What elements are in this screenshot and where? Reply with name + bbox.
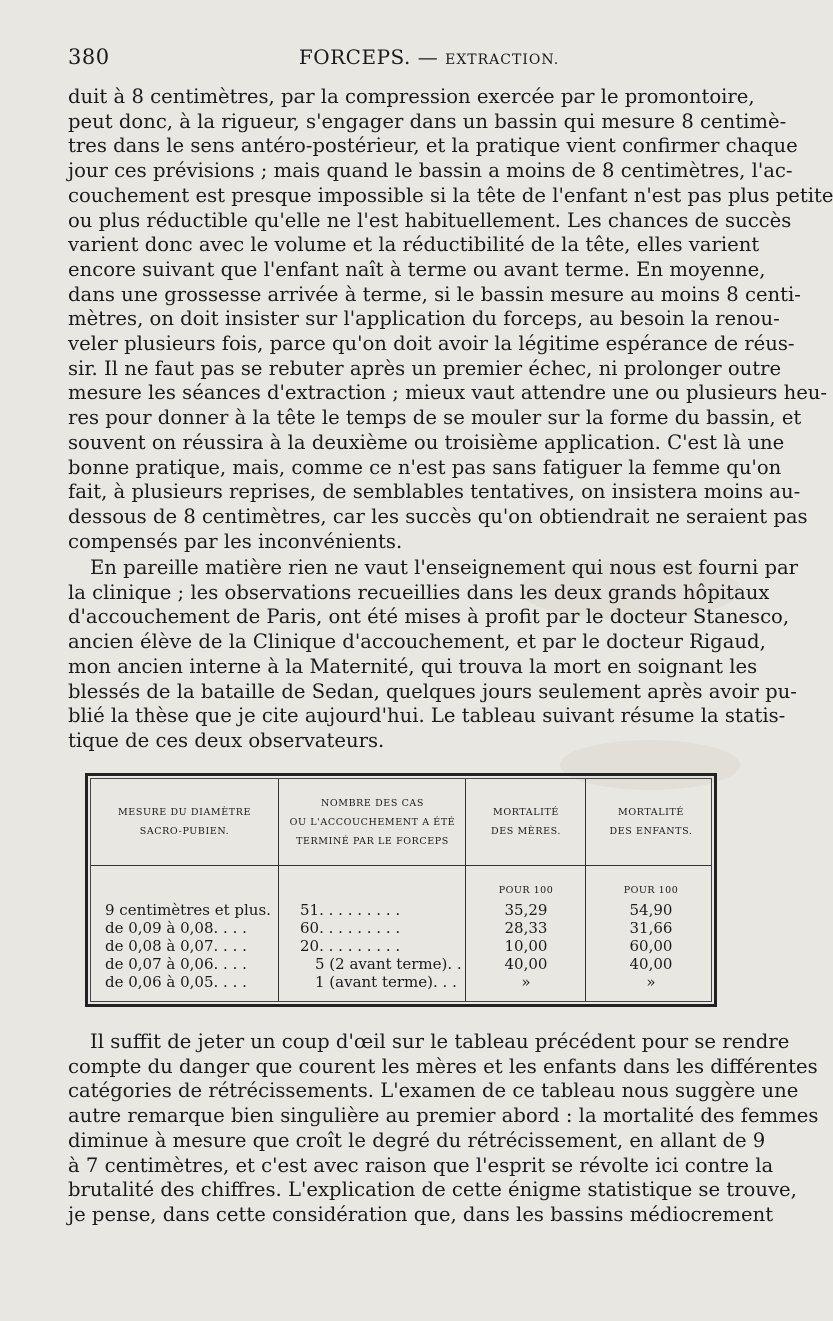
header-text: TERMINÉ PAR LE FORCEPS [296,835,449,847]
text-line: bonne pratique, mais, comme ce n'est pas sans fatiguer la femme qu'on [68,455,782,479]
row-label: de 0,06 à 0,05. . . . [105,973,247,991]
paragraph-1 [68,85,833,554]
text-line: brutalité des chiffres. L'explication de cette énigme statistique se trouve, [68,1178,797,1202]
row-mothers: 28,33 [504,919,548,937]
header-text: MORTALITÉ [618,807,684,818]
text-line: mètres, on doit insister sur l'application du forceps, au besoin la renou- [68,307,780,331]
row-cases: 5 (2 avant terme). . [315,955,462,973]
text-line: ancien élève de la Clinique d'accouchement, et par le docteur Rigaud, [68,630,766,654]
text-line: sir. Il ne faut pas se rebuter après un premier échec, ni prolonger outre [68,356,782,380]
text-line: fait, à plusieurs reprises, de semblables tentatives, on insistera moins au- [68,480,801,504]
header-text: MESURE DU DIAMÈTRE [117,807,252,818]
statistics-table [85,773,717,1007]
unit-children: POUR 100 [623,885,679,896]
text-line: d'accouchement de Paris, ont été mises à profit par le docteur Stanesco, [68,605,790,629]
paragraph-3 [68,1030,819,1228]
text-line: je pense, dans cette considération que, dans les bassins médiocrement [68,1202,774,1226]
paragraph-2 [68,556,799,754]
header-text: DES MÈRES. [490,826,562,837]
row-label: de 0,07 à 0,06. . . . [105,955,247,973]
text-line: jour ces prévisions ; mais quand le bassin a moins de 8 centimètres, l'ac- [68,159,793,183]
row-mothers: 35,29 [504,901,548,919]
text-line: dans une grossesse arrivée à terme, si le bassin mesure au moins 8 centi- [68,282,801,306]
text-line: varient donc avec le volume et la réductibilité de la tête, elles varient [68,233,760,257]
text-line: autre remarque bien singulière au premier abord : la mortalité des femmes [68,1104,819,1128]
running-title-main: FORCEPS. [298,45,411,69]
text-line: dessous de 8 centimètres, car les succès qu'on obtiendrait ne seraient pas [68,504,808,528]
header-mothers-mortality [467,779,585,865]
header-text: DES ENFANTS. [609,826,693,837]
text-line: ou plus réductible qu'elle ne l'est habituellement. Les chances de succès [68,208,792,232]
row-children: 40,00 [629,955,673,973]
column-rule [278,779,279,1001]
row-cases: 1 (avant terme). . . [315,973,457,991]
row-cases: 51. . . . . . . . . [300,901,401,919]
running-title-dash: — [417,45,439,69]
column-rule [585,779,586,1001]
row-mothers: » [521,973,531,991]
text-line: tique de ces deux observateurs. [68,728,385,752]
text-line: la clinique ; les observations recueillies dans les deux grands hôpitaux [68,580,770,604]
header-rule [91,865,711,866]
text-line: blié la thèse que je cite aujourd'hui. Le tableau suivant résume la statis- [68,704,786,728]
text-line: tres dans le sens antéro-postérieur, et la pratique vient confirmer chaque [68,134,798,158]
text-line: catégories de rétrécissements. L'examen de ce tableau nous suggère une [68,1079,799,1103]
text-line: duit à 8 centimètres, par la compression exercée par le promontoire, [68,85,755,108]
row-mothers: 10,00 [504,937,548,955]
header-diameter [91,779,278,865]
row-mothers: 40,00 [504,955,548,973]
row-label: de 0,09 à 0,08. . . . [105,919,247,937]
text-line: diminue à mesure que croît le degré du rétrécissement, en allant de 9 [68,1128,766,1152]
row-label: de 0,08 à 0,07. . . . [105,937,247,955]
text-line: à 7 centimètres, et c'est avec raison que l'esprit se révolte ici contre la [68,1153,774,1177]
text-line: Il suffit de jeter un coup d'œil sur le tableau précédent pour se rendre [90,1030,790,1053]
row-children: 60,00 [629,937,673,955]
text-line: res pour donner à la tête le temps de se mouler sur la forme du bassin, et [68,406,802,430]
row-label: 9 centimètres et plus. [105,901,271,919]
unit-mothers: POUR 100 [498,885,554,896]
text-line: souvent on réussira à la deuxième ou troisième application. C'est là une [68,430,785,454]
text-line: peut donc, à la rigueur, s'engager dans un bassin qui mesure 8 centimè- [68,109,787,133]
row-children: » [646,973,656,991]
text-line: mesure les séances d'extraction ; mieux vaut attendre une ou plusieurs heu- [68,381,828,405]
text-line: compensés par les inconvénients. [68,529,403,553]
text-line: En pareille matière rien ne vaut l'enseignement qui nous est fourni par [90,556,799,579]
header-children-mortality [587,779,715,865]
running-title [68,45,740,69]
header-cases [280,779,465,865]
running-header [68,45,740,73]
text-line: blessés de la bataille de Sedan, quelques jours seulement après avoir pu- [68,679,797,703]
header-text: SACRO-PUBIEN. [139,826,230,837]
table-inner-frame [90,778,712,1002]
text-line: veler plusieurs fois, parce qu'on doit avoir la légitime espérance de réus- [68,332,795,356]
header-text: NOMBRE DES CAS [320,797,425,809]
header-text: MORTALITÉ [493,807,559,818]
row-children: 54,90 [629,901,673,919]
running-title-sub: EXTRACTION. [445,52,560,68]
text-line: couchement est presque impossible si la tête de l'enfant n'est pas plus petite [68,183,833,207]
row-children: 31,66 [629,919,673,937]
text-line: compte du danger que courent les mères et les enfants dans les différentes [68,1054,818,1078]
row-cases: 60. . . . . . . . . [300,919,401,937]
page-number: 380 [68,45,110,69]
text-line: mon ancien interne à la Maternité, qui trouva la mort en soignant les [68,654,758,678]
column-rule [465,779,466,1001]
header-text: OU L'ACCOUCHEMENT A ÉTÉ [289,816,456,828]
text-line: encore suivant que l'enfant naît à terme ou avant terme. En moyenne, [68,257,766,281]
row-cases: 20. . . . . . . . . [300,937,401,955]
